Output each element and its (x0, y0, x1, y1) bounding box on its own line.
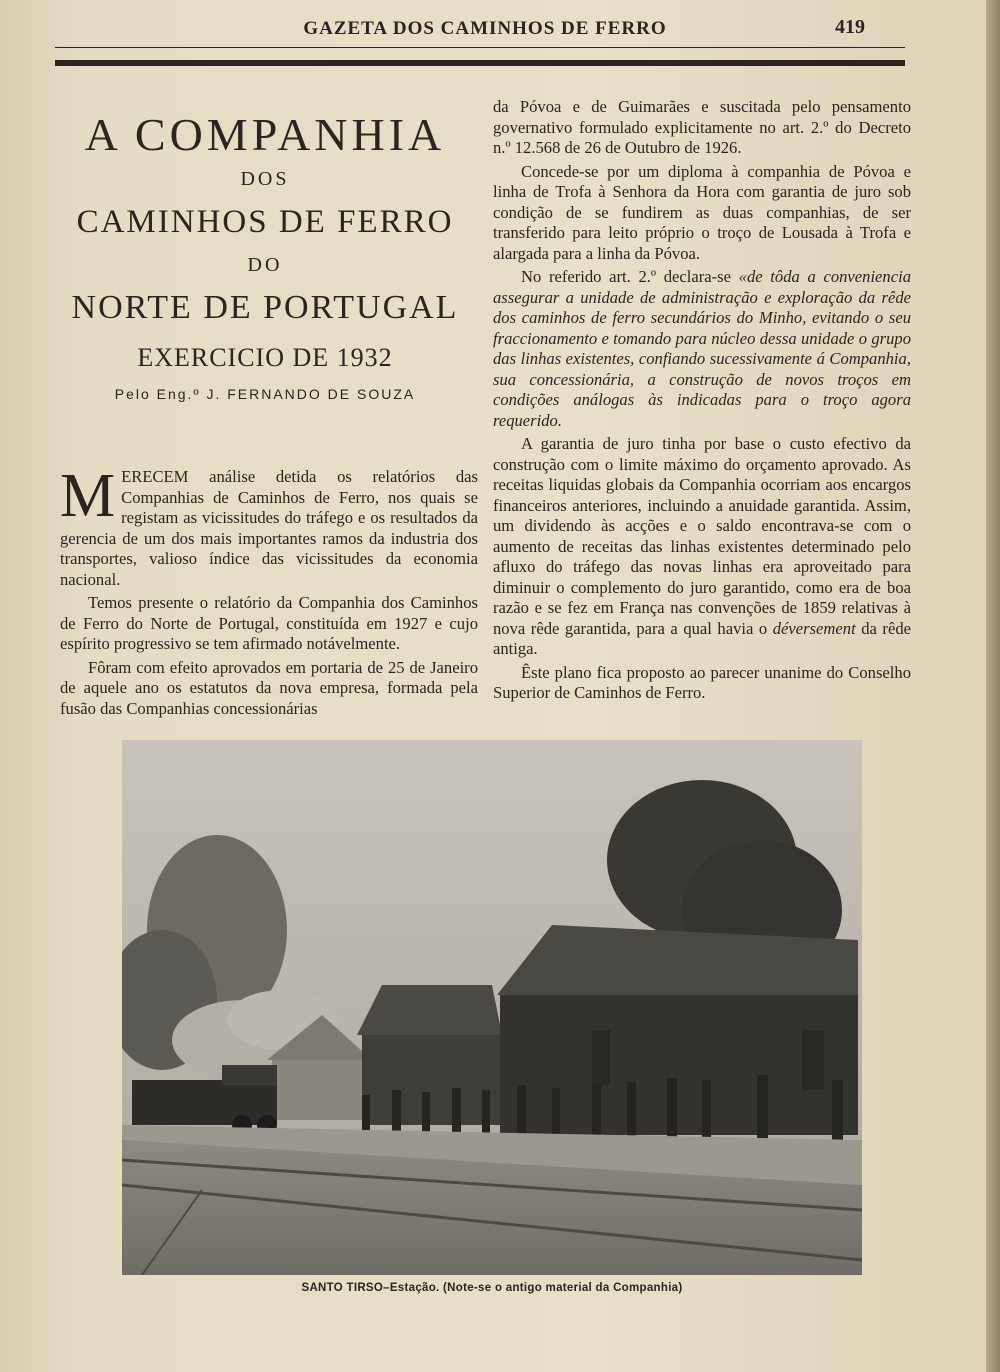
article-author: Pelo Eng.º J. FERNANDO DE SOUZA (114, 386, 416, 402)
title-line-5: NORTE DE PORTUGAL (71, 289, 459, 326)
station-photo (122, 740, 862, 1275)
drop-cap: M (60, 462, 116, 530)
article-subtitle: EXERCICIO DE 1932 (137, 343, 393, 372)
paragraph: da Póvoa e de Guimarães e suscitada pelo pensamento governativo formulado explicitamente no art. 2.º do Decreto n.º 12.568 de 26 de Outubro de 1926. (493, 97, 911, 157)
paragraph: Fôram com efeito aprovados em portaria de 25 de Janeiro de aquele ano os estatutos da nova empresa, formada pela fusão das Companhias concessionárias (60, 657, 478, 718)
header-rule-thick (55, 60, 905, 66)
page-edge (986, 0, 1000, 1372)
title-line-3: CAMINHOS DE FERRO (76, 204, 454, 240)
paragraph: MERECEM análise detida os relatórios das Companhias de Caminhos de Ferro, nos quais se registam as vicissitudes do tráfego e os resultados da gerencia de um dos mais importantes ramos da industria dos transportes, valioso índice das vicissitudes da economia nacional. (60, 462, 478, 589)
paragraph: A garantia de juro tinha por base o custo efectivo da construção com o limite máximo do orçamento aprovado. As receitas liquidas globais da Companhia ocorriam aos encargos financeiros anteriores, incluindo a anuidade garantida. Assim, um dividendo às acções e o saldo encontrava-se com o aumento de receitas das linhas existentes determinado pelo afluxo do tráfego das novas linhas era aproveitado para diminuir o complemento do juro garantido, como era de boa razão e se fez em França nas convenções de 1859 relativas à nova rêde garantida, para a qual havia o déversement da rêde antiga. (493, 434, 911, 658)
title-line-4: DO (247, 254, 283, 276)
station-photo-illustration (122, 740, 862, 1275)
paragraph: Êste plano fica proposto ao parecer unanime do Conselho Superior de Caminhos de Ferro. (493, 662, 911, 702)
paragraph: Temos presente o relatório da Companhia dos Caminhos de Ferro do Norte de Portugal, constituída em 1927 e cujo espírito progressivo se tem afirmado notávelmente. (60, 593, 478, 653)
page-number: 419 (835, 16, 865, 38)
left-column (60, 462, 478, 722)
header-rule-thin (55, 47, 905, 48)
paragraph: Concede-se por um diploma à companhia de Póvoa e linha de Trofa à Senhora da Hora com garantia de juro sob condição de se fundirem as duas companhias, de ser transferido para leito próprio o troço de Lousada à Trofa e alargada para a linha da Póvoa. (493, 161, 911, 263)
title-line-2: DOS (240, 168, 290, 190)
photo-caption: SANTO TIRSO–Estação. (Note-se o antigo material da Companhia) (301, 1282, 683, 1294)
quoted-text: «de tôda a conveniencia assegurar a unidade de administração e exploração da rêde dos caminhos de ferro secundários do Minho, evitando o seu fraccionamento e tomando para núcleo dessa unidade o grupo das linhas existentes, confiando sucessivamente á Companhia, sua concessionária, a construção de novos troços em condições análogas às indicadas para o troço agora requerido. (493, 267, 911, 430)
right-column (493, 97, 911, 707)
paragraph: No referido art. 2.º declara-se «de tôda a conveniencia assegurar a unidade de administração e exploração da rêde dos caminhos de ferro secundários do Minho, evitando o seu fraccionamento e tomando para núcleo dessa unidade o grupo das linhas existentes, confiando sucessivamente á Companhia, sua concessionária, a construção de novos troços em condições análogas às indicadas para o troço agora requerido. (493, 267, 911, 430)
title-line-1: A COMPANHIA (84, 109, 446, 160)
running-header-title: GAZETA DOS CAMINHOS DE FERRO (303, 18, 667, 39)
article-title-block (40, 108, 490, 402)
